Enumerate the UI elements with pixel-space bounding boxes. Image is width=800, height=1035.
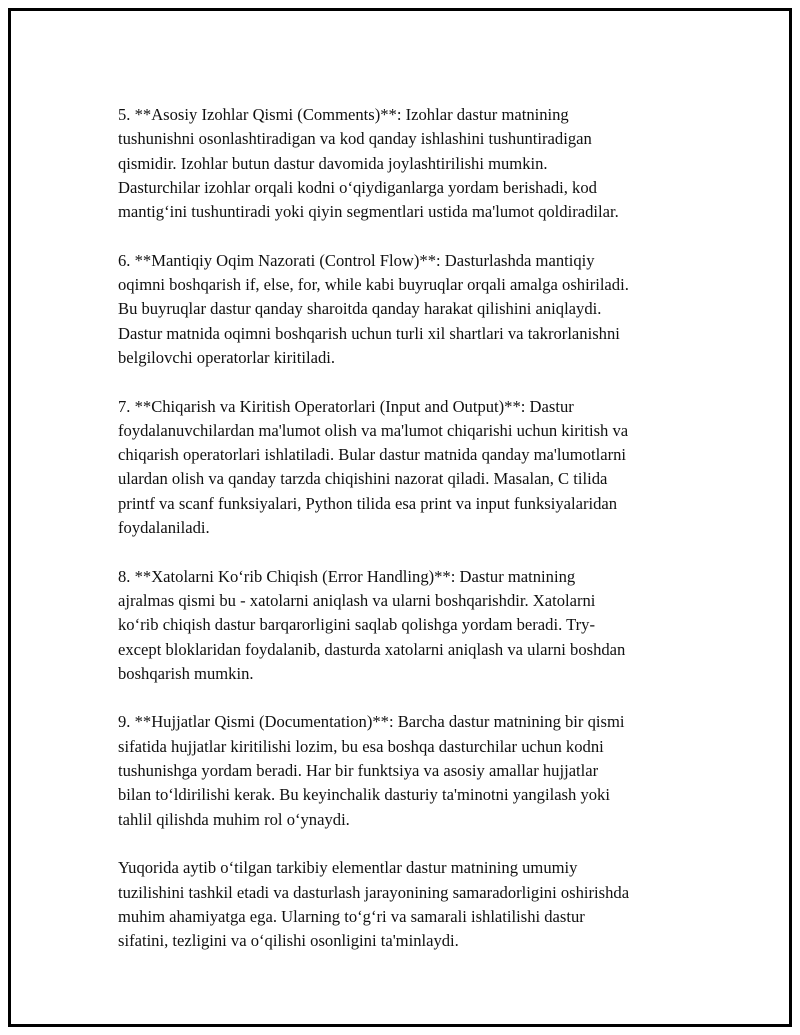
- document-body: [118, 103, 708, 978]
- paragraph-control-flow: 6. **Mantiqiy Oqim Nazorati (Control Flow)**: Dasturlashda mantiqiy oqimni boshqarish if, else, for, while kabi buyruqlar orqali amalga oshiriladi. Bu buyruqlar dastur qanday sharoitda qanday harakat qilishini aniqlaydi. Dastur matnida oqimni boshqarish uchun turli xil shartlari va takrorlanishni belgilovchi operatorlar kiritiladi.: [118, 250, 629, 367]
- paragraph-input-output: 7. **Chiqarish va Kiritish Operatorlari (Input and Output)**: Dastur foydalanuvchilardan ma'lumot olish va ma'lumot chiqarishi uchun kiritish va chiqarish operatorlari ishlatiladi. Bular dastur matnida qanday ma'lumotlarni ulardan olish va qanday tarzda chiqishini nazorat qiladi. Masalan, C tilida printf va scanf funksiyalari, Python tilida esa print va input funksiyalaridan foydalaniladi.: [118, 396, 629, 538]
- paragraph-documentation: 9. **Hujjatlar Qismi (Documentation)**: Barcha dastur matnining bir qismi sifatida hujjatlar kiritilishi lozim, bu esa boshqa dasturchilar uchun kodni tushunishga yordam beradi. Har bir funktsiya va asosiy amallar hujjatlar bilan to‘ldirilishi kerak. Bu keyinchalik dasturiy ta'minotni yangilash yoki tahlil qilishda muhim rol o‘ynaydi.: [118, 712, 625, 829]
- paragraph-comments: 5. **Asosiy Izohlar Qismi (Comments)**: Izohlar dastur matnining tushunishni osonlashtiradigan va kod qanday ishlashini tushuntiradigan qismidir. Izohlar butun dastur davomida joylashtirilishi mumkin. Dasturchilar izohlar orqali kodni o‘qiydiganlarga yordam berishadi, kod mantig‘ini tushuntiradi yoki qiyin segmentlari ustida ma'lumot qoldiradilar.: [118, 105, 619, 222]
- page-frame: [8, 8, 792, 1027]
- paragraph-error-handling: 8. **Xatolarni Ko‘rib Chiqish (Error Handling)**: Dastur matnining ajralmas qismi bu - xatolarni aniqlash va ularni boshqarishdir. Xatolarni ko‘rib chiqish dastur barqarorligini saqlab qolishga yordam beradi. Try- except bloklaridan foydalanib, dasturda xatolarni aniqlash va ularni boshdan boshqarish mumkin.: [118, 566, 626, 683]
- paragraph-conclusion: Yuqorida aytib o‘tilgan tarkibiy elementlar dastur matnining umumiy tuzilishini tashkil etadi va dasturlash jarayonining samaradorligini oshirishda muhim ahamiyatga ega. Ularning to‘g‘ri va samarali ishlatilishi dastur sifatini, tezligini va o‘qilishi osonligini ta'minlaydi.: [118, 858, 630, 951]
